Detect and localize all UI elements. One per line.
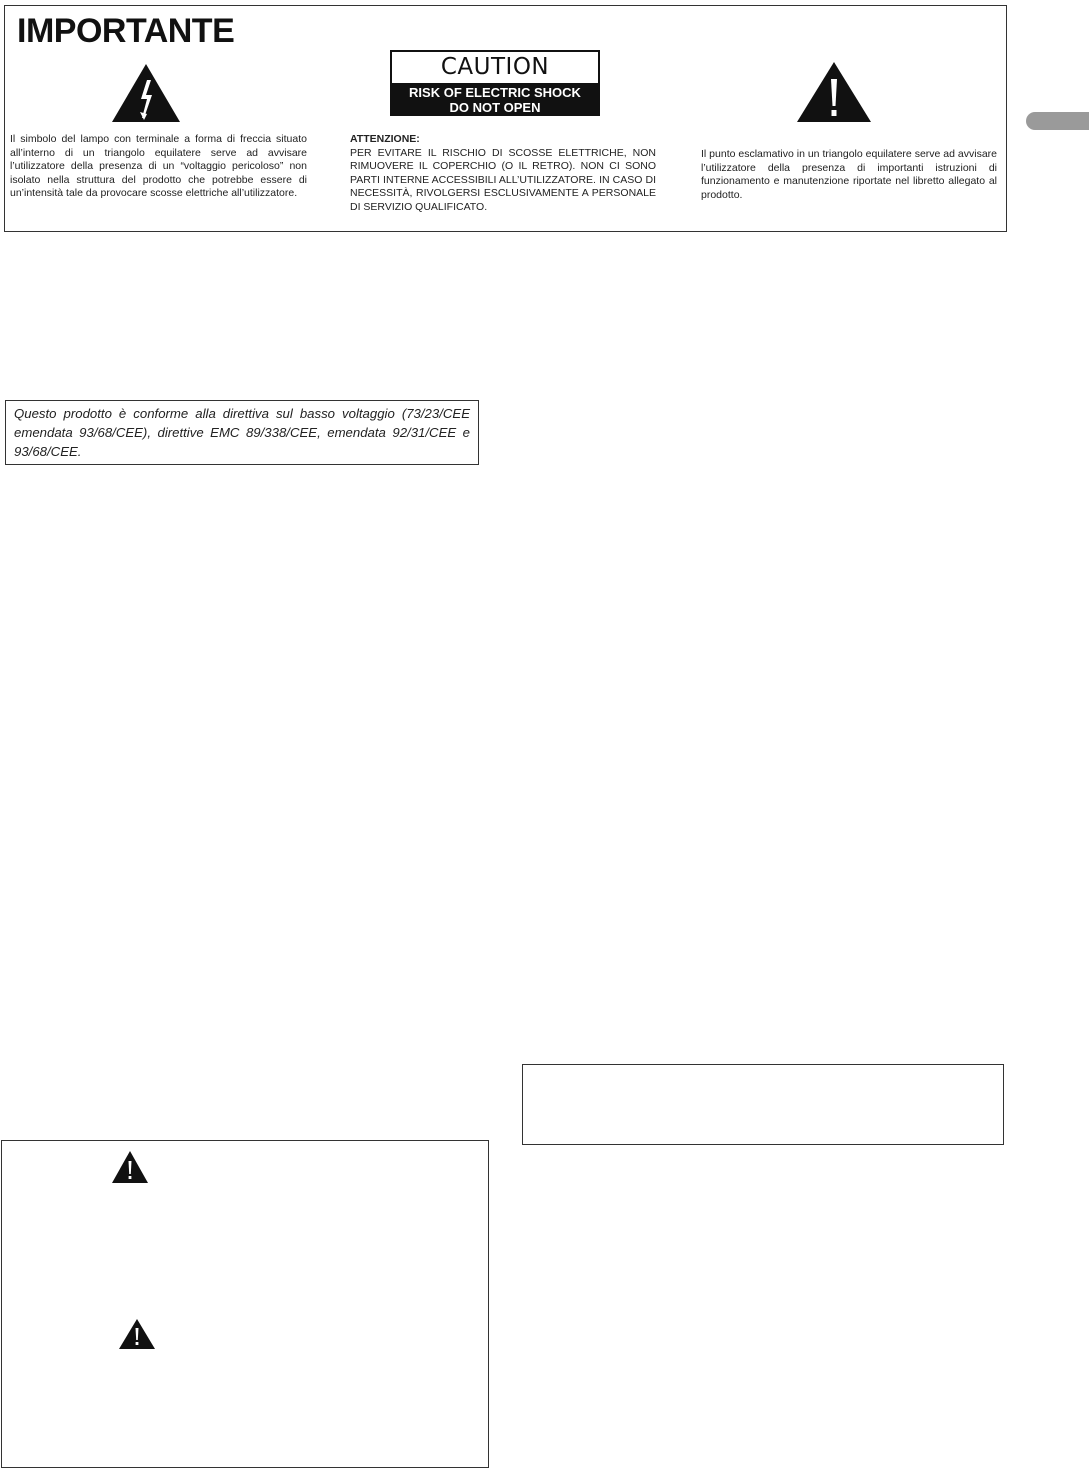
conformity-notice-box bbox=[5, 400, 479, 465]
caution-warning-band bbox=[392, 83, 598, 116]
attention-notice bbox=[350, 133, 656, 214]
exclamation-symbol-description: Il punto esclamativo in un triangolo equilatere serve ad avvisare l’utilizzatore della presenza di importanti istruzioni di funzionamento e manutenzione riportate nel libretto allegato al prodotto. bbox=[701, 148, 997, 201]
page-title: IMPORTANTE bbox=[17, 12, 235, 50]
lightning-symbol-description: Il simbolo del lampo con terminale a forma di freccia situato all’interno di un triangolo equilatere serve ad avvisare l’utilizzatore della presenza di un “voltaggio pericoloso” non isolato nella struttura del prodotto che potrebbe essere di un’intensità tale da provocare scosse elettriche all’utilizzatore. bbox=[10, 133, 307, 199]
attention-title: ATTENZIONE: bbox=[350, 133, 420, 145]
lightning-triangle-icon bbox=[111, 63, 181, 123]
caution-line-1: RISK OF ELECTRIC SHOCK bbox=[409, 85, 581, 100]
caution-triangle-icon bbox=[118, 1318, 156, 1350]
exclamation-triangle-icon bbox=[796, 61, 872, 123]
warning-caution-box bbox=[1, 1140, 489, 1468]
conformity-text: Questo prodotto è conforme alla direttiva sul basso voltaggio (73/23/CEE emendata 93/68/CEE), direttive EMC 89/338/CEE, emendata 92/31/CEE e 93/68/CEE. bbox=[14, 406, 470, 459]
caution-label bbox=[390, 50, 600, 116]
caution-line-2: DO NOT OPEN bbox=[449, 100, 541, 115]
warning-triangle-icon bbox=[111, 1150, 149, 1184]
caution-word: CAUTION bbox=[440, 54, 550, 80]
language-side-tab bbox=[1026, 112, 1089, 130]
empty-notice-box bbox=[522, 1064, 1004, 1145]
attention-text: PER EVITARE IL RISCHIO DI SCOSSE ELETTRICHE, NON RIMUOVERE IL COPERCHIO (O IL RETRO). NON CI SONO PARTI INTERNE ACCESSIBILI ALL’UTILIZZATORE. IN CASO DI NECESSITÀ, RIVOLGERSI ESCLUSIVAMENTE A PERSONALE DI SERVIZIO QUALIFICATO. bbox=[350, 146, 656, 213]
